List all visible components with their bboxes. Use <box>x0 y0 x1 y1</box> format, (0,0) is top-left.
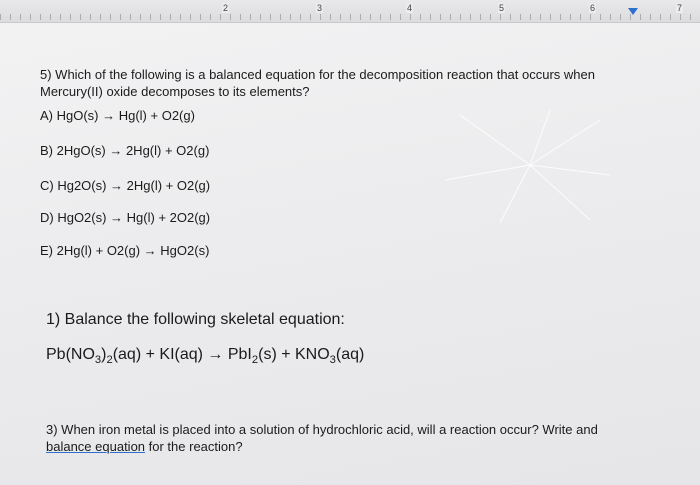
balance-equation-link[interactable]: balance equation <box>46 439 146 454</box>
equation-part: ) <box>101 346 107 363</box>
ruler-number: 2 <box>223 3 229 13</box>
tab-stop-marker-icon[interactable] <box>628 8 638 15</box>
subscript: 3 <box>94 354 102 367</box>
screen-crack-decoration <box>440 105 620 225</box>
equation-part: (aq) <box>335 346 365 363</box>
document-ruler[interactable] <box>0 0 700 23</box>
answer-option-e: E) 2Hg(l) + O2(g) → HgO2(s) <box>40 243 210 258</box>
question-3-line-1: 3) When iron metal is placed into a solution of hydrochloric acid, will a reaction occur? Write and <box>46 422 598 437</box>
question-5-text: 5) Which of the following is a balanced equation for the decomposition reaction that occurs when Mercury(II) oxide decomposes to its elements? <box>40 67 595 99</box>
equation-part: (aq) + KI(aq) → PbI <box>112 346 252 363</box>
question-1-title: 1) Balance the following skeletal equation: <box>46 311 345 328</box>
answer-option-d: D) HgO2(s) → Hg(l) + 2O2(g) <box>40 210 211 225</box>
subscript: 2 <box>106 354 113 367</box>
ruler-number: 3 <box>317 3 323 13</box>
subscript: 3 <box>329 354 336 367</box>
answer-option-c: C) Hg2O(s) → 2Hg(l) + O2(g) <box>40 178 211 193</box>
ruler-number: 5 <box>499 3 505 13</box>
subscript: 2 <box>251 354 259 367</box>
ruler-ticks <box>0 14 700 20</box>
question-3-line-2: for the reaction? <box>145 439 243 454</box>
answer-option-a: A) HgO(s) → Hg(l) + O2(g) <box>40 108 195 123</box>
answer-option-b: B) 2HgO(s) → 2Hg(l) + O2(g) <box>40 143 210 158</box>
equation-part: Pb(NO <box>46 346 95 363</box>
question-3-text <box>46 421 646 455</box>
ruler-number: 4 <box>407 3 413 13</box>
skeletal-equation <box>46 346 364 366</box>
equation-part: (s) + KNO <box>258 346 330 363</box>
ruler-number: 7 <box>677 3 683 13</box>
ruler-number: 6 <box>590 3 596 13</box>
